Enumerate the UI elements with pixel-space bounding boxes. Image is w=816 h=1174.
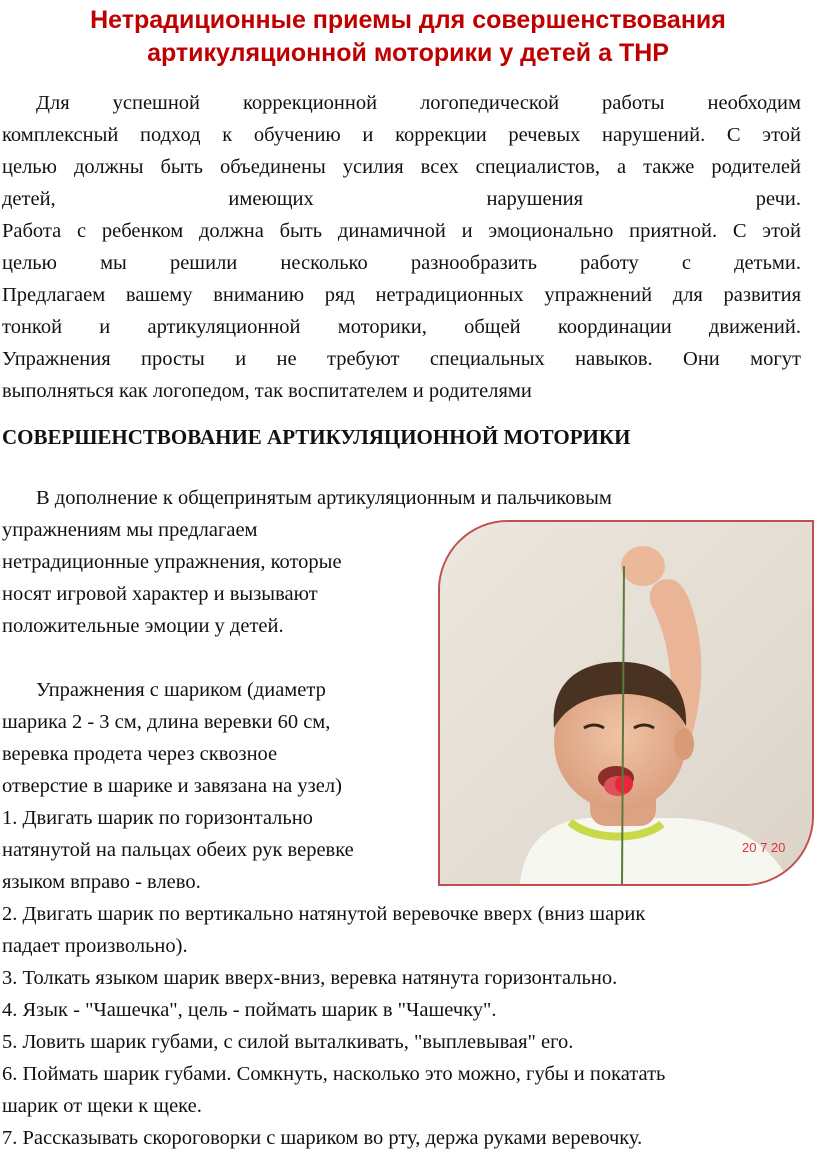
document-title	[0, 4, 816, 70]
list-item: 7. Рассказывать скороговорки с шариком во рту, держа руками веревочку.	[2, 1127, 643, 1149]
ball	[615, 775, 633, 793]
list-item: шарик от щеки к щеке.	[2, 1095, 202, 1117]
ear	[674, 728, 694, 760]
list-item: 3. Толкать языком шарик вверх-вниз, веревка натянута горизонтально.	[2, 967, 618, 989]
body-line: положительные эмоции у детей.	[2, 615, 284, 637]
body-line: шарика 2 - 3 см, длина веревки 60 см,	[2, 711, 331, 733]
intro-line: Упражнения просты и не требуют специальных навыков. Они могут	[2, 348, 801, 370]
body-line: веревка продета через сквозное	[2, 743, 278, 765]
body-line: нетрадиционные упражнения, которые	[2, 551, 342, 573]
intro-paragraph	[2, 87, 801, 407]
body-line: 1. Двигать шарик по горизонтально	[2, 807, 313, 829]
list-item: 5. Ловить шарик губами, с силой выталкивать, "выплевывая" его.	[2, 1031, 574, 1053]
intro-line: выполняться как логопедом, так воспитателем и родителями	[2, 380, 532, 402]
intro-line: детей, имеющих нарушения речи.	[2, 188, 801, 210]
hand	[621, 546, 665, 586]
intro-line: целью должны быть объединены усилия всех специалистов, а также родителей	[2, 156, 801, 178]
body-line: В дополнение к общепринятым артикуляционным и пальчиковым	[36, 487, 612, 509]
title-line-1: Нетрадиционные приемы для совершенствования	[90, 6, 726, 34]
child-photo	[438, 520, 814, 886]
list-item: 2. Двигать шарик по вертикально натянутой веревочке вверх (вниз шарик	[2, 903, 646, 925]
title-line-2: артикуляционной моторики у детей а ТНР	[147, 39, 669, 67]
body-line: носят игровой характер и вызывают	[2, 583, 318, 605]
body-line: языком вправо - влево.	[2, 871, 201, 893]
list-item: падает произвольно).	[2, 935, 188, 957]
body-line: отверстие в шарике и завязана на узел)	[2, 775, 342, 797]
body-line: натянутой на пальцах обеих рук веревке	[2, 839, 354, 861]
exercise-list	[2, 898, 802, 1154]
intro-line: Для успешной коррекционной логопедической работы необходим	[36, 92, 801, 114]
intro-line: комплексный подход к обучению и коррекции речевых нарушений. С этой	[2, 124, 801, 146]
body-line: Упражнения с шариком (диаметр	[36, 679, 326, 701]
intro-line: тонкой и артикуляционной моторики, общей координации движений.	[2, 316, 801, 338]
photo-date-stamp: 20 7 20	[742, 840, 786, 855]
section-heading: СОВЕРШЕНСТВОВАНИЕ АРТИКУЛЯЦИОННОЙ МОТОРИКИ	[2, 425, 631, 449]
list-item: 4. Язык - "Чашечка", цель - поймать шарик в "Чашечку".	[2, 999, 497, 1021]
list-item: 6. Поймать шарик губами. Сомкнуть, насколько это можно, губы и покатать	[2, 1063, 666, 1085]
child-photo-illustration	[440, 522, 812, 884]
intro-line: Предлагаем вашему вниманию ряд нетрадиционных упражнений для развития	[2, 284, 801, 306]
intro-line: Работа с ребенком должна быть динамичной и эмоционально приятной. С этой	[2, 220, 801, 242]
intro-line: целью мы решили несколько разнообразить работу с детьми.	[2, 252, 801, 274]
body-line: упражнениям мы предлагаем	[2, 519, 258, 541]
